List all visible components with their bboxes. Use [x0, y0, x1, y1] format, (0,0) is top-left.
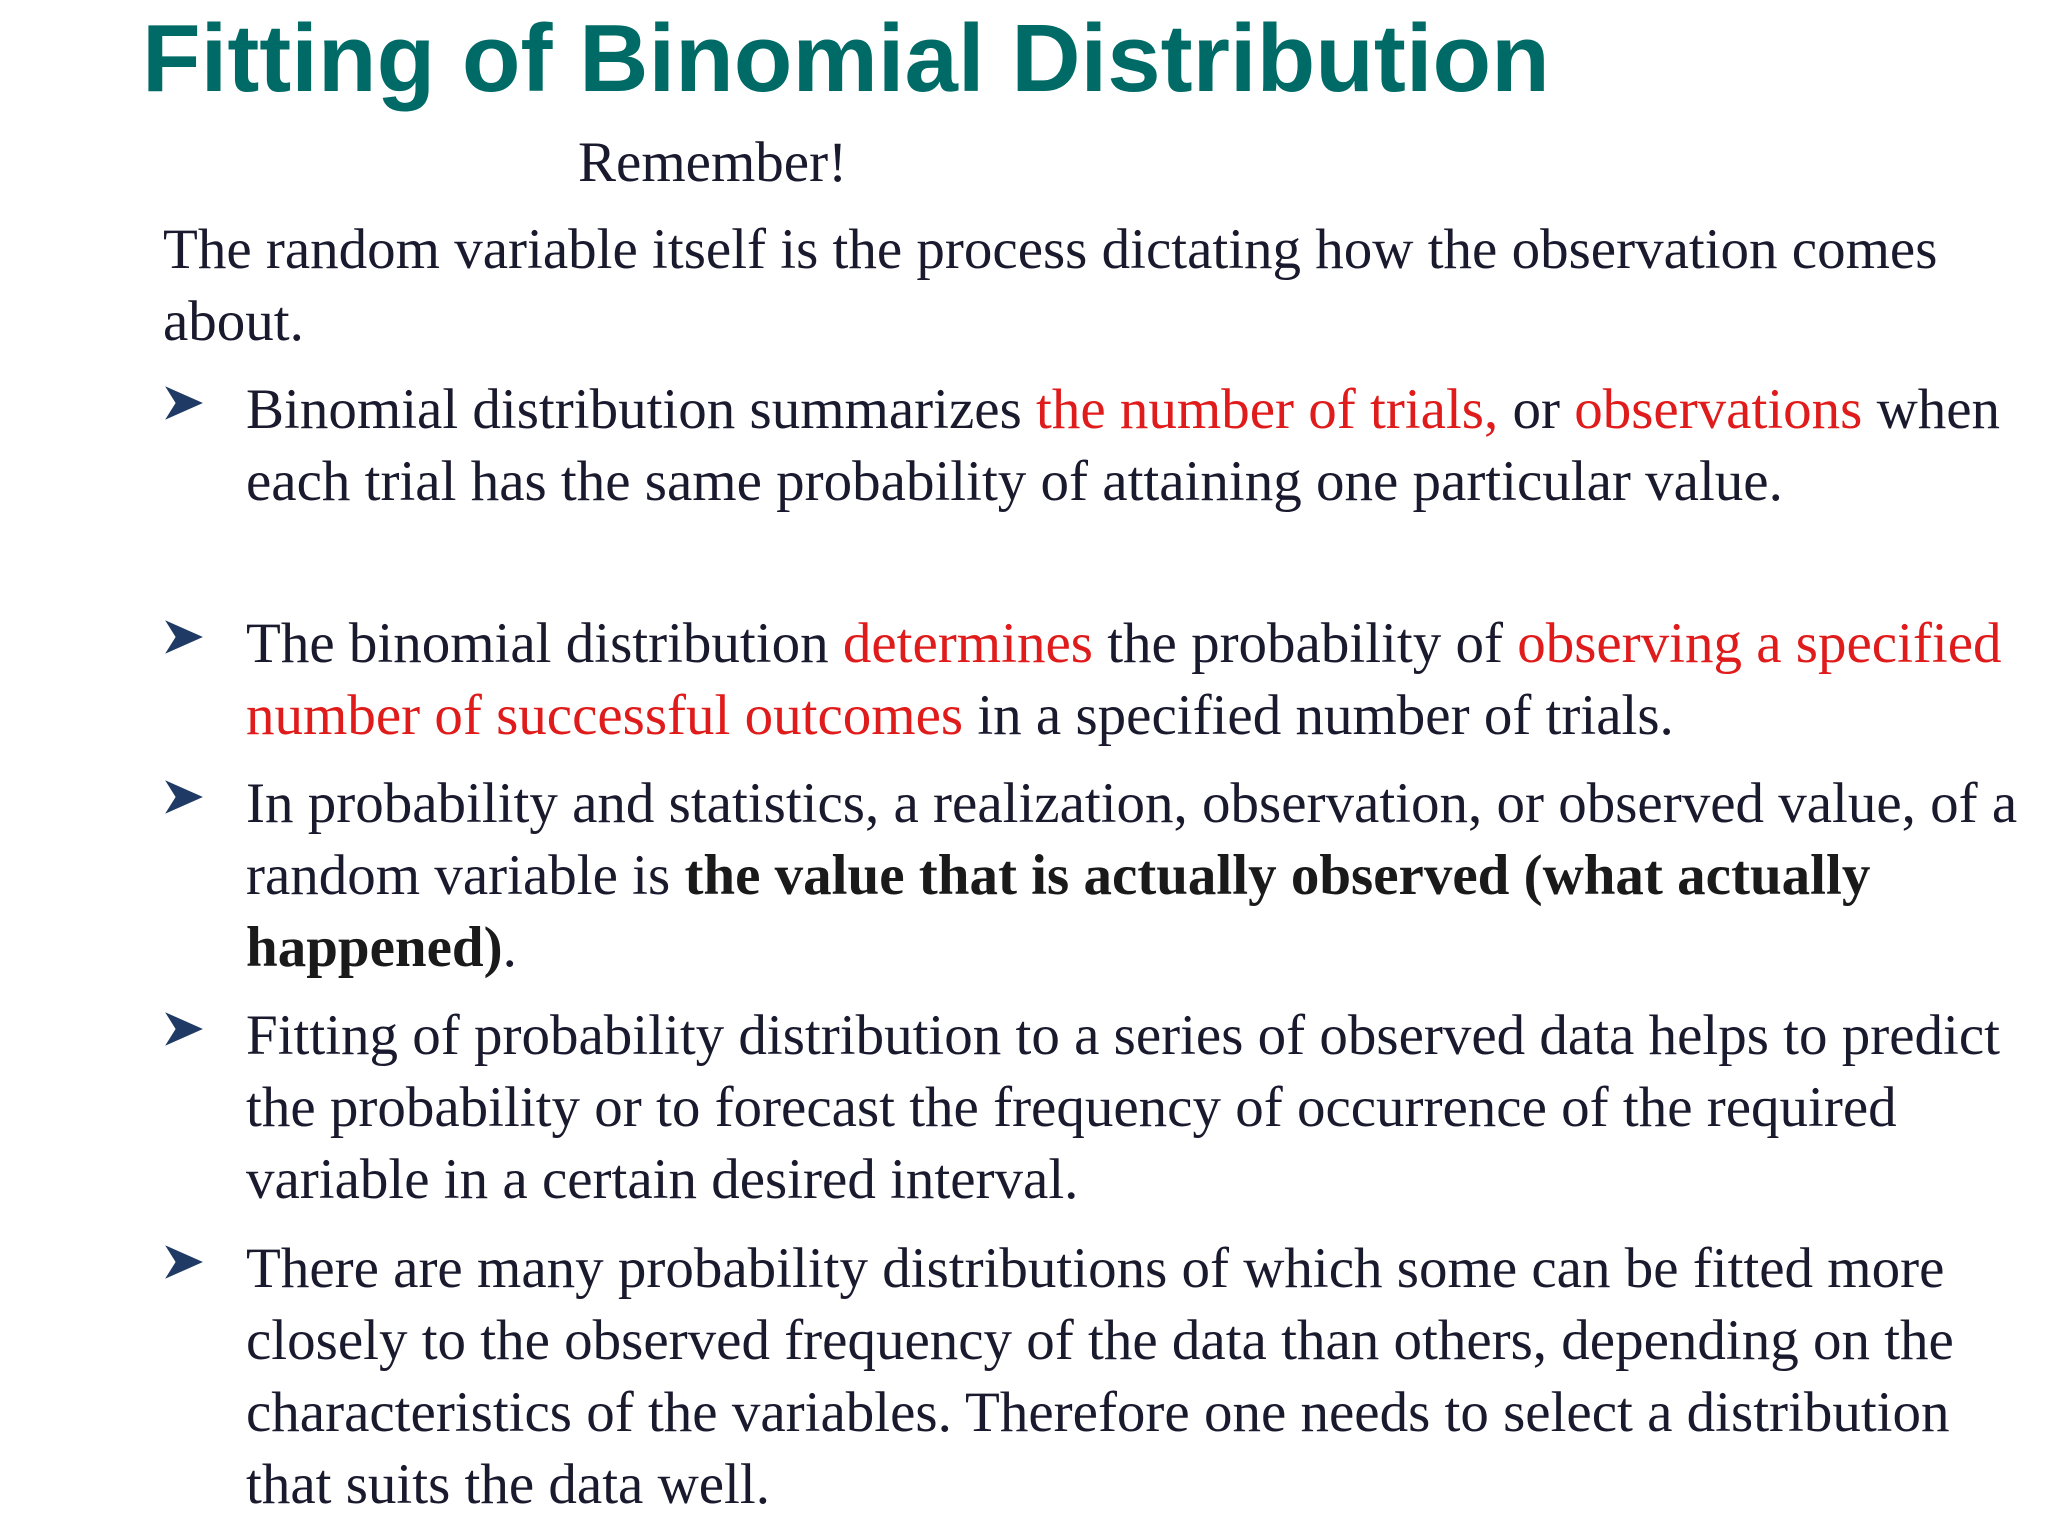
arrowhead-bullet-icon — [163, 382, 205, 424]
bullet-text-plain: when each trial has the same probability of attaining one particular value. — [246, 378, 2001, 513]
intro-paragraph: The random variable itself is the process dictating how the observation comes about. — [163, 218, 1938, 353]
slide-title: Fitting of Binomial Distribution — [142, 5, 1550, 112]
bullet-text-plain: In probability and statistics, a realization, observation, or observed value, of a random variable is — [246, 772, 2018, 907]
bullet-text — [246, 608, 2036, 752]
bullet-text-plain: The binomial distribution — [246, 612, 843, 675]
bullet-text-highlight: observations — [1574, 378, 1863, 441]
bullet-text-highlight: the number of trials, — [1036, 378, 1499, 441]
bullet-text: Fitting of probability distribution to a series of observed data helps to predict the probability or to forecast the frequency of occurrence of the required variable in a certain desired interval. — [246, 1004, 2001, 1211]
bullet-text-bold: the value that is actually observed (what actually happened) — [246, 844, 1871, 979]
arrowhead-bullet-icon — [163, 1241, 205, 1283]
bullet-text-plain: . — [502, 916, 517, 979]
arrowhead-bullet-icon — [163, 776, 205, 818]
slide-subtitle: Remember! — [578, 131, 848, 194]
bullet-text-highlight: observing a specified number of successful outcomes — [246, 612, 2002, 747]
arrowhead-bullet-icon — [163, 1008, 205, 1050]
bullet-text-plain: Binomial distribution summarizes — [246, 378, 1037, 441]
bullet-text — [246, 374, 2036, 518]
bullet-text-plain: the probability of — [1092, 612, 1518, 675]
bullet-text-highlight: determines — [842, 612, 1093, 675]
bullet-text — [246, 768, 2036, 984]
bullet-text-plain: in a specified number of trials. — [963, 684, 1674, 747]
bullet-text: There are many probability distributions of which some can be fitted more closely to the observed frequency of the data than others, depending on the characteristics of the variables. Therefore one needs to select a distribution that suits the data well. — [246, 1237, 1954, 1516]
bullet-text-plain: or — [1498, 378, 1575, 441]
arrowhead-bullet-icon — [163, 616, 205, 658]
